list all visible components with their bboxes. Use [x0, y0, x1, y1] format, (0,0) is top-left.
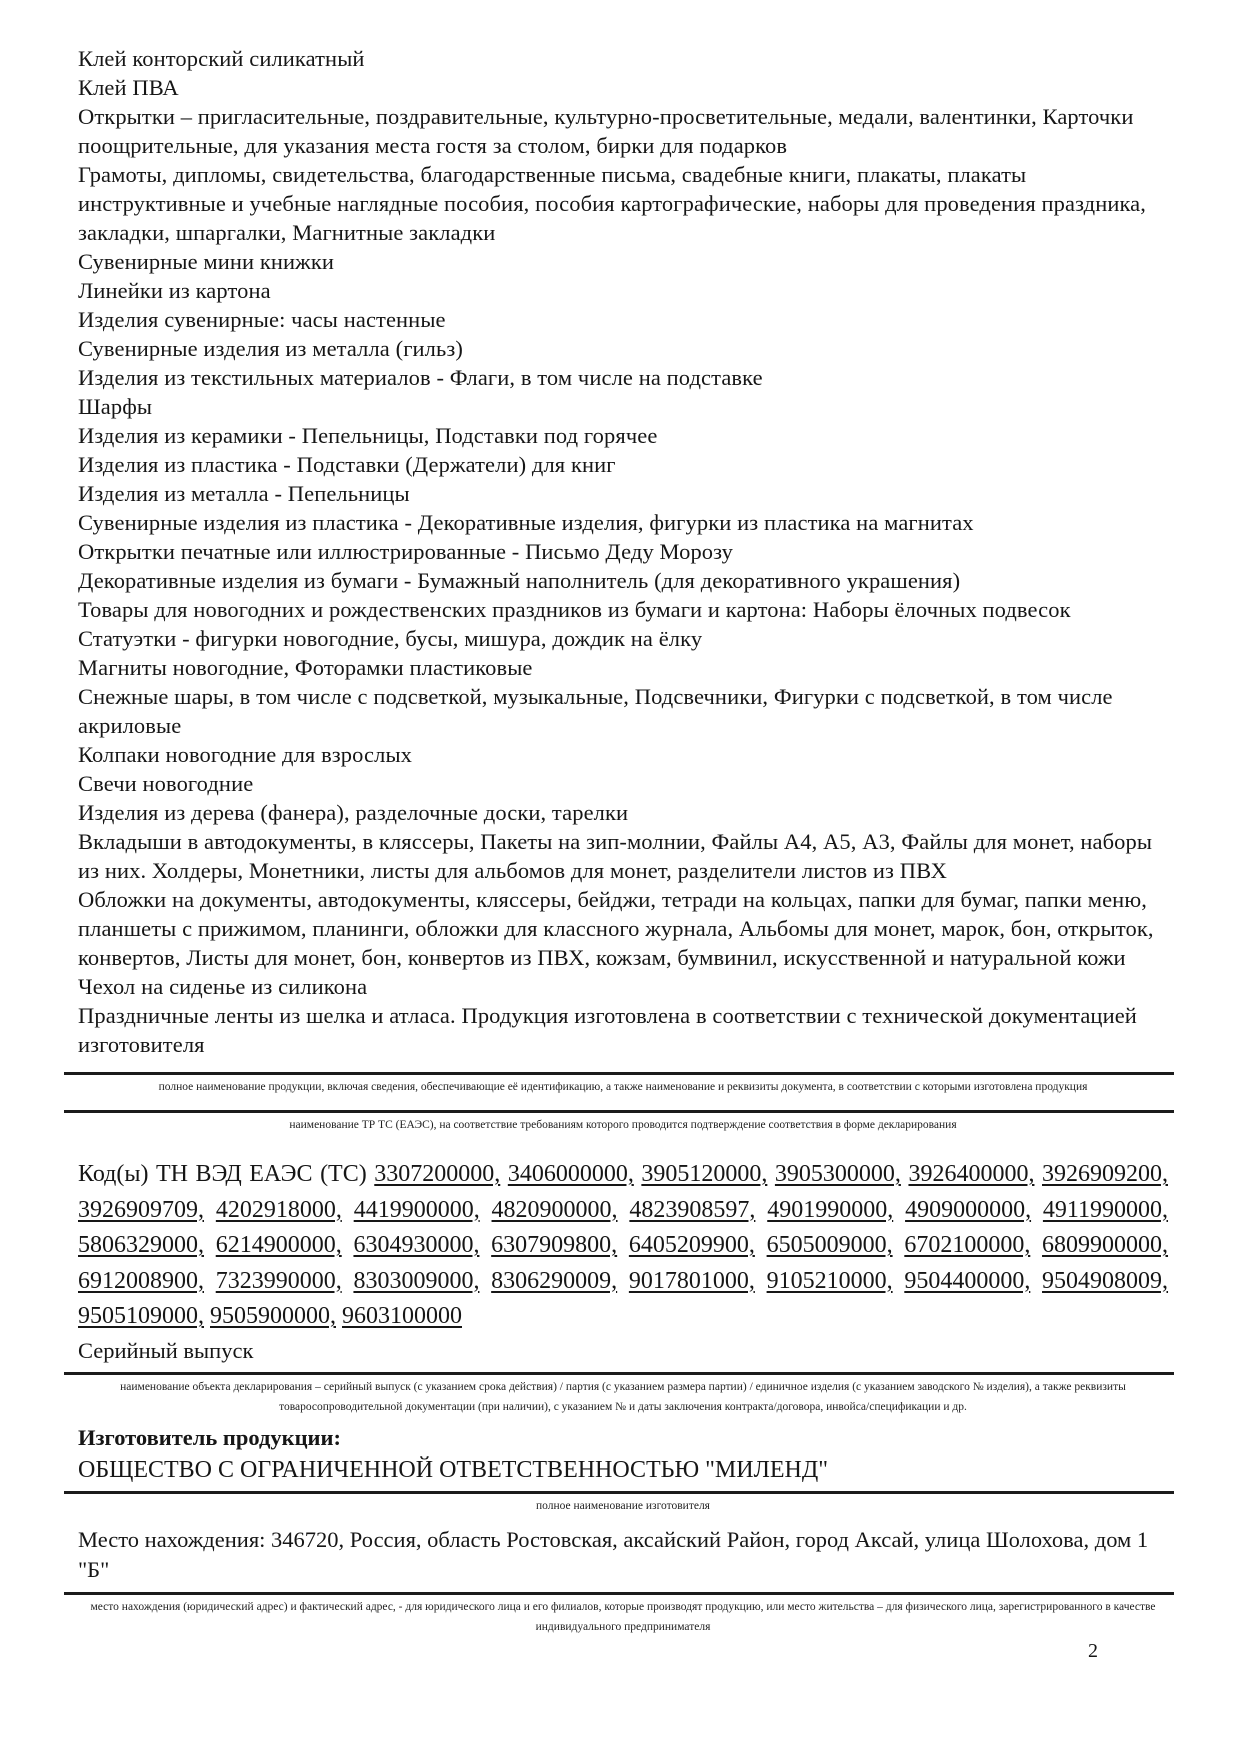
tnved-code: 9017801000,: [628, 1267, 755, 1294]
product-item: Праздничные ленты из шелка и атласа. Продукция изготовлена в соответствии с технической документацией изготовителя: [78, 1003, 1137, 1057]
product-item: Сувенирные изделия из пластика - Декоративные изделия, фигурки из пластика на магнитах: [78, 510, 974, 535]
release-type: Серийный выпуск: [78, 1337, 254, 1363]
tnved-code: 4901990000,: [767, 1196, 894, 1223]
tnved-code: 9603100000: [342, 1303, 462, 1329]
tnved-code: 6809900000,: [1042, 1232, 1169, 1258]
tnved-code: 3307200000,: [374, 1161, 501, 1187]
tnved-codes: [78, 1157, 1168, 1335]
product-item: Клей конторский силикатный: [78, 46, 365, 71]
product-item: Снежные шары, в том числе с подсветкой, музыкальные, Подсвечники, Фигурки с подсветкой, в том числе акриловые: [78, 684, 1113, 738]
product-item: Магниты новогодние, Фоторамки пластиковые: [78, 655, 533, 680]
manufacturer-address: Место нахождения: 346720, Россия, область Ростовская, аксайский Район, город Аксай, улица Шолохова, дом 1 "Б": [78, 1526, 1149, 1582]
product-item: Изделия из металла - Пепельницы: [78, 481, 410, 506]
product-item: Открытки – пригласительные, поздравительные, культурно-просветительные, медали, валентинки, Карточки поощрительные, для указания места гостя за столом, бирки для подарков: [78, 104, 1134, 158]
field-caption-manufacturer-name: полное наименование изготовителя: [536, 1499, 710, 1512]
product-item: Изделия из текстильных материалов - Флаги, в том числе на подставке: [78, 365, 763, 390]
field-caption-product-name: полное наименование продукции, включая сведения, обеспечивающие её идентификацию, а также наименование и реквизиты документа, в соответствии с которыми изготовлена продукция: [158, 1081, 1088, 1093]
product-item: Обложки на документы, автодокументы, кляссеры, бейджи, тетради на кольцах, папки для бумаг, папки меню, планшеты с прижимом, планинги, обложки для классного журнала, Альбомы для монет, марок, бон, открыток, конвертов, Листы для монет, бон, конвертов из ПВХ, кожзам, бумвинил, искусственной и натуральной кожи: [78, 887, 1154, 970]
tnved-code: 9505900000,: [210, 1303, 336, 1329]
product-item: Изделия из керамики - Пепельницы, Подставки под горячее: [78, 423, 658, 448]
divider-line: [64, 1072, 1174, 1075]
product-item: Изделия из пластика - Подставки (Держатели) для книг: [78, 452, 616, 477]
product-item: Линейки из картона: [78, 278, 271, 303]
tnved-code: 6304930000,: [353, 1232, 480, 1258]
tnved-code: 9105210000,: [766, 1267, 893, 1294]
tnved-code: 3905300000,: [774, 1161, 901, 1187]
product-list: [78, 44, 1168, 1059]
product-item: Клей ПВА: [78, 75, 179, 100]
tnved-code: 9504908009,: [1042, 1267, 1169, 1294]
tnved-code: 6307909800,: [491, 1232, 618, 1258]
manufacturer-heading: Изготовитель продукции:: [78, 1424, 341, 1450]
tnved-code: 4820900000,: [491, 1196, 618, 1223]
tnved-code: 8303009000,: [353, 1267, 480, 1294]
tnved-code: 4202918000,: [215, 1196, 342, 1223]
tnved-code: 3926400000,: [908, 1161, 1035, 1187]
tnved-code: 9505109000,: [78, 1303, 204, 1329]
product-item: Изделия из дерева (фанера), разделочные доски, тарелки: [78, 800, 629, 825]
tnved-code: 6702100000,: [904, 1232, 1031, 1258]
divider-line: [64, 1110, 1174, 1113]
tnved-code: 3926909709,: [78, 1196, 204, 1223]
product-item: Статуэтки - фигурки новогодние, бусы, мишура, дождик на ёлку: [78, 626, 703, 651]
tnved-code: 6214900000,: [215, 1232, 342, 1258]
tnved-code: 4823908597,: [629, 1196, 756, 1223]
product-item: Декоративные изделия из бумаги - Бумажный наполнитель (для декоративного украшения): [78, 568, 961, 593]
tnved-code: 4911990000,: [1042, 1196, 1169, 1223]
tnved-code: 3406000000,: [507, 1161, 634, 1187]
tnved-code: 4909000000,: [905, 1196, 1032, 1223]
product-item: Сувенирные изделия из металла (гильз): [78, 336, 463, 361]
tnved-codes-prefix: Код(ы) ТН ВЭД ЕАЭС (ТС): [78, 1161, 375, 1187]
tnved-code: 7323990000,: [215, 1267, 342, 1294]
product-item: Сувенирные мини книжки: [78, 249, 334, 274]
tnved-code: 8306290009,: [491, 1267, 618, 1294]
tnved-code: 9504400000,: [904, 1267, 1031, 1294]
field-caption-manufacturer-address: место нахождения (юридический адрес) и фактический адрес, - для юридического лица и его филиалов, которые производят продукцию, или место жительства – для физического лица, зарегистрированного в качестве индивидуального предпринимателя: [90, 1600, 1156, 1633]
field-caption-declaration-object: наименование объекта декларирования – серийный выпуск (с указанием срока действия) / партия (с указанием размера партии) / единичное изделия (с указанием заводского № изделия), а также реквизиты товаросопроводительной документации (при наличии), с указанием № и даты заключения контракта/договора, инвойса/спецификации и др.: [120, 1380, 1126, 1413]
product-item: Товары для новогодних и рождественских праздников из бумаги и картона: Наборы ёлочных подвесок: [78, 597, 1071, 622]
field-caption-tr-ts: наименование ТР ТС (ЕАЭС), на соответствие требованиям которого проводится подтверждение соответствия в форме декларирования: [289, 1119, 957, 1131]
product-item: Чехол на сиденье из силикона: [78, 974, 368, 999]
tnved-code: 3905120000,: [641, 1161, 768, 1187]
tnved-code: 6405209900,: [628, 1232, 755, 1258]
manufacturer-name: ОБЩЕСТВО С ОГРАНИЧЕННОЙ ОТВЕТСТВЕННОСТЬЮ "МИЛЕНД": [78, 1456, 829, 1483]
divider-line: [64, 1372, 1174, 1375]
product-item: Шарфы: [78, 394, 153, 419]
product-item: Колпаки новогодние для взрослых: [78, 742, 413, 767]
product-item: Свечи новогодние: [78, 771, 254, 796]
product-item: Вкладыши в автодокументы, в кляссеры, Пакеты на зип-молнии, Файлы А4, А5, А3, Файлы для монет, наборы из них. Холдеры, Монетники, листы для альбомов для монет, разделители листов из ПВХ: [78, 829, 1153, 883]
product-item: Изделия сувенирные: часы настенные: [78, 307, 446, 332]
tnved-code: 3926909200,: [1042, 1161, 1168, 1187]
tnved-code: 5806329000,: [78, 1232, 204, 1258]
tnved-code: 6505009000,: [766, 1232, 893, 1258]
divider-line: [64, 1491, 1174, 1494]
page-number: 2: [1088, 1640, 1098, 1662]
product-item: Открытки печатные или иллюстрированные - Письмо Деду Морозу: [78, 539, 734, 564]
divider-line: [64, 1592, 1174, 1595]
tnved-code: 4419900000,: [353, 1196, 480, 1223]
product-item: Грамоты, дипломы, свидетельства, благодарственные письма, свадебные книги, плакаты, плакаты инструктивные и учебные наглядные пособия, пособия картографические, наборы для проведения праздника, закладки, шпаргалки, Магнитные закладки: [78, 162, 1146, 245]
tnved-code: 6912008900,: [78, 1267, 204, 1294]
